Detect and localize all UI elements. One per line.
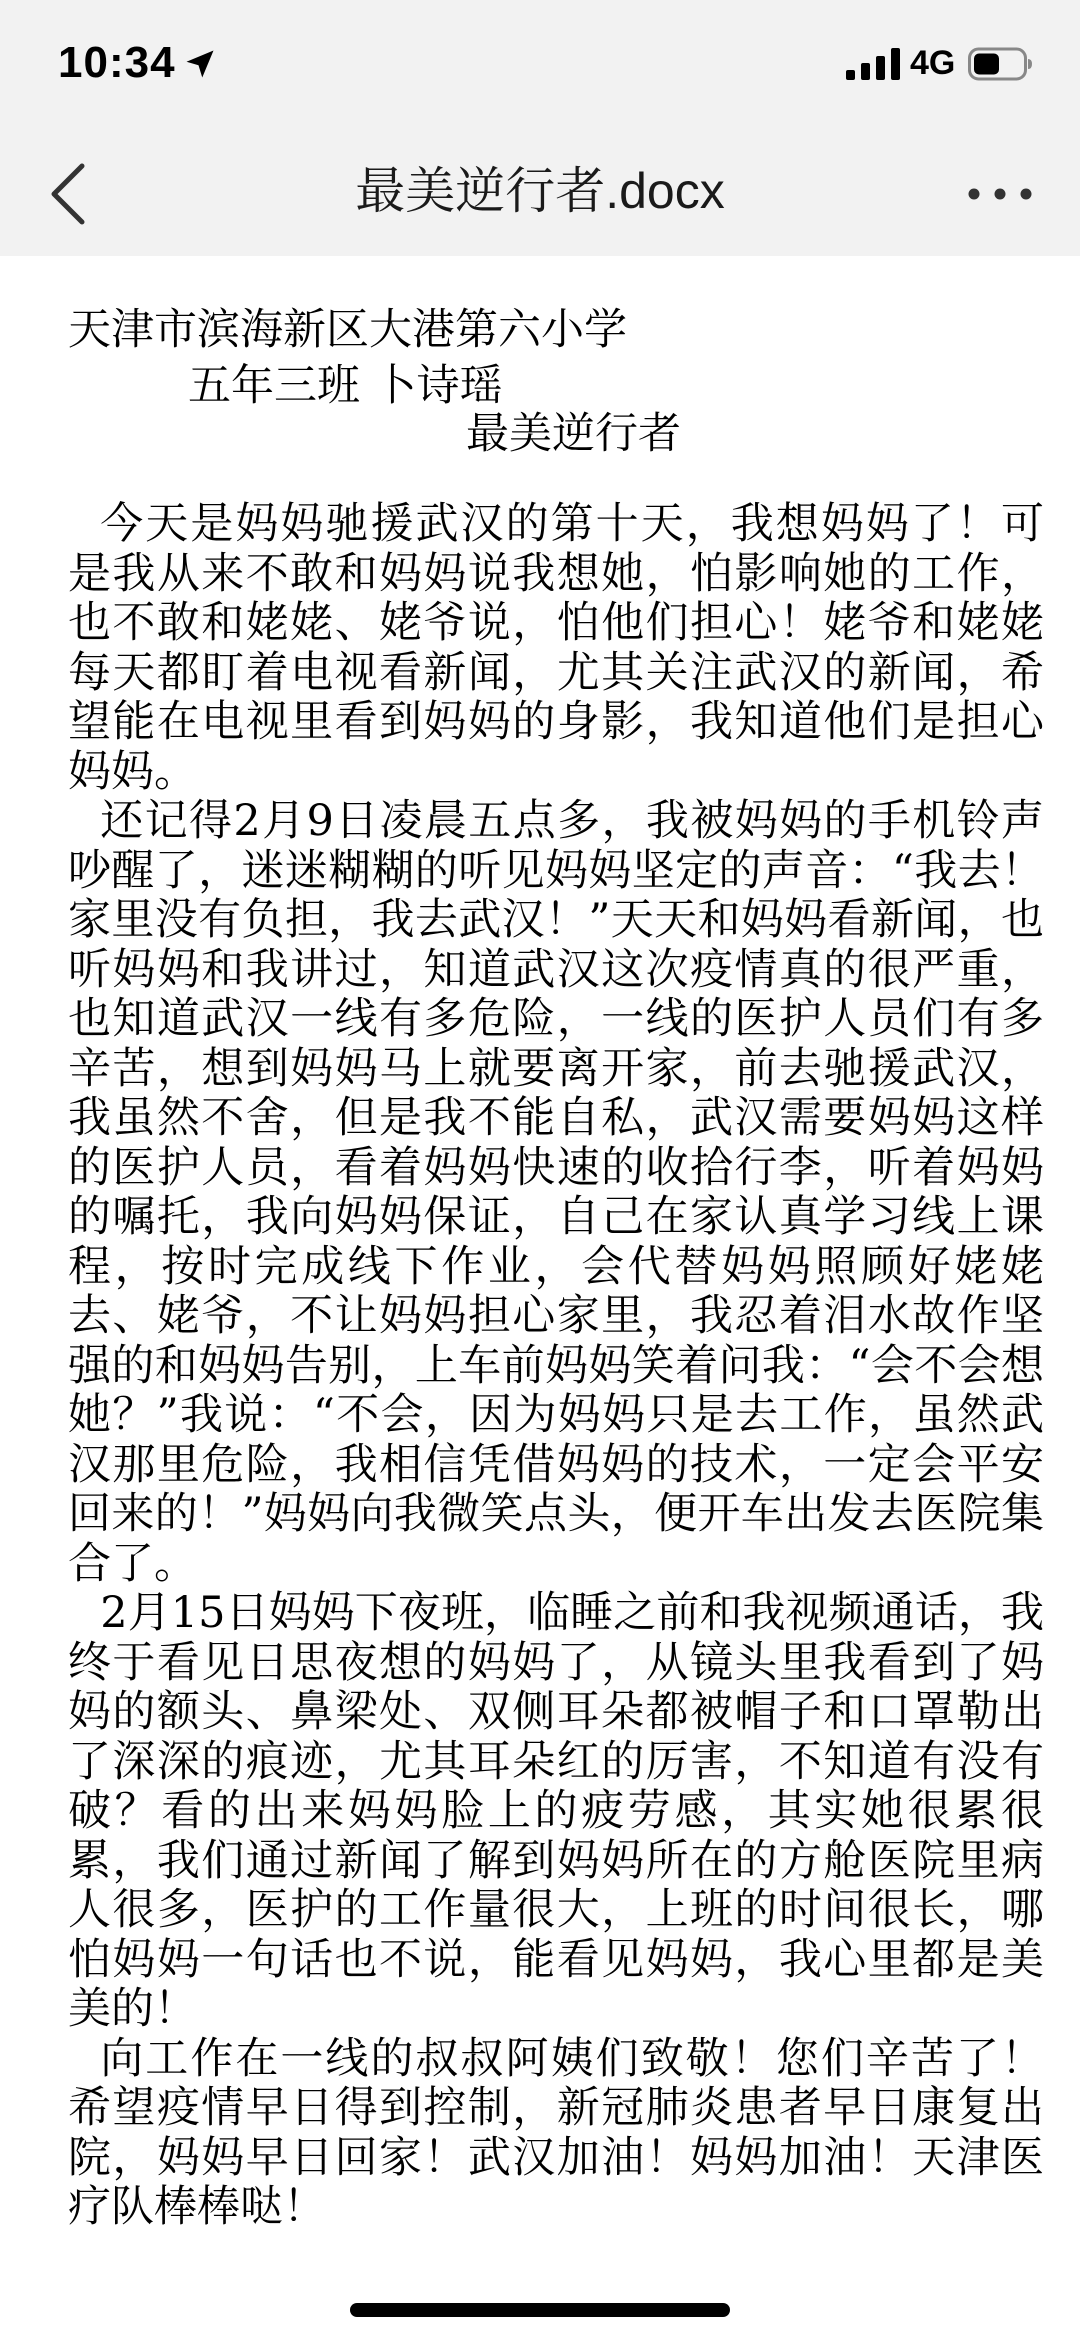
paragraph: 2月15日妈妈下夜班，临睡之前和我视频通话，我终于看见日思夜想的妈妈了，从镜头里我看到了妈妈的额头、鼻梁处、双侧耳朵都被帽子和口罩勒出了深深的痕迹，尤其耳朵红的厉害，不知道有没有破？看的出来妈妈脸上的疲劳感，其实她很累很累，我们通过新闻了解到妈妈所在的方舱医院里病人很多，医护的工作量很大，上班的时间很长，哪怕妈妈一句话也不说，能看见妈妈，我心里都是美美的！ [68,1588,1044,2034]
status-time: 10:34 [58,38,176,87]
status-bar [0,0,1080,130]
document-filename: 最美逆行者.docx [355,163,725,219]
essay-body [68,500,1044,2233]
cellular-signal-icon [846,48,902,80]
nav-bar [0,130,1080,256]
document-content [0,256,1080,2296]
battery-icon [968,46,1034,82]
home-indicator[interactable] [350,2303,730,2317]
paragraph: 向工作在一线的叔叔阿姨们致敬！您们辛苦了！希望疫情早日得到控制，新冠肺炎患者早日康复出院，妈妈早日回家！武汉加油！妈妈加油！天津医疗队棒棒哒！ [68,2033,1044,2232]
paragraph: 今天是妈妈驰援武汉的第十天，我想妈妈了！可是我从来不敢和妈妈说我想她，怕影响她的工作，也不敢和姥姥、姥爷说，怕他们担心！姥爷和姥姥每天都盯着电视看新闻，尤其关注武汉的新闻，希望能在电视里看到妈妈的身影，我知道他们是担心妈妈。 [68,499,1044,797]
more-dots-icon [969,189,1032,200]
class-author: 五年三班 卜诗瑶 [188,361,503,411]
school-name: 天津市滨海新区大港第六小学 [68,305,627,355]
paragraph: 还记得2月9日凌晨五点多，我被妈妈的手机铃声吵醒了，迷迷糊糊的听见妈妈坚定的声音：“我去！家里没有负担，我去武汉！”天天和妈妈看新闻，也听妈妈和我讲过，知道武汉这次疫情真的很严重，也知道武汉一线有多危险，一线的医护人员们有多辛苦，想到妈妈马上就要离开家，前去驰援武汉，我虽然不舍，但是我不能自私，武汉需要妈妈这样的医护人员，看着妈妈快速的收拾行李，听着妈妈的嘱托，我向妈妈保证，自己在家认真学习线上课程，按时完成线下作业，会代替妈妈照顾好姥姥去、姥爷，不让妈妈担心家里，我忍着泪水故作坚强的和妈妈告别，上车前妈妈笑着问我：“会不会想她？”我说：“不会，因为妈妈只是去工作，虽然武汉那里危险，我相信凭借妈妈的技术，一定会平安回来的！”妈妈向我微笑点头，便开车出发去医院集合了。 [68,796,1044,1589]
location-arrow-icon [182,46,218,82]
more-button[interactable] [960,166,1040,222]
network-type: 4G [910,44,956,82]
essay-title: 最美逆行者 [466,409,681,459]
